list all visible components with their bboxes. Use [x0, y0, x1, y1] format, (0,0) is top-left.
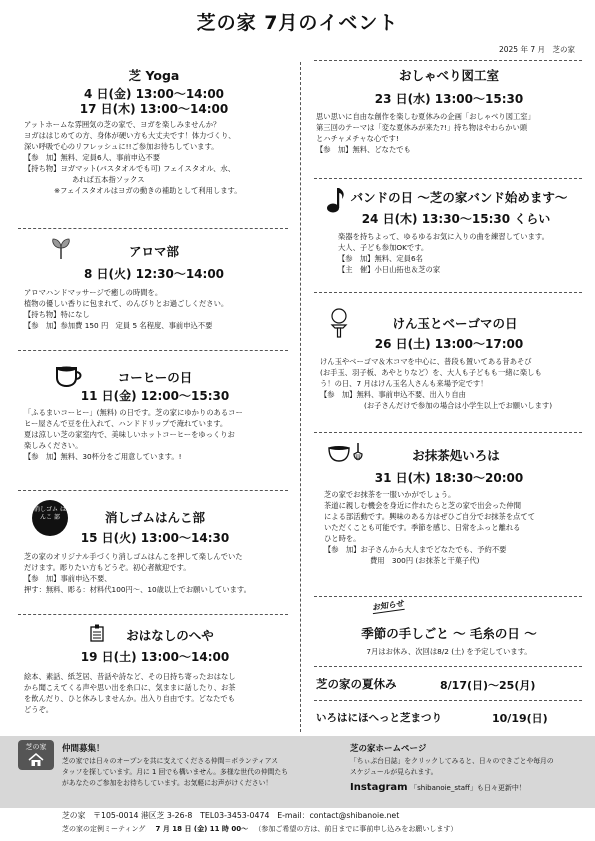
instagram-text: 「shibanoie_staff」も日々更新中！ — [410, 784, 526, 792]
talk-title: おしゃべり図工室 — [398, 68, 499, 83]
divider — [314, 60, 582, 61]
instagram-row — [350, 782, 526, 793]
meeting-prefix: 芝の家の定例ミーティング — [62, 825, 146, 833]
festival-label: いろはにほへっと芝まつり — [316, 712, 442, 724]
divider — [314, 292, 582, 293]
page-title: 芝の家 7月のイベント — [196, 12, 399, 34]
notice-label: お知らせ — [371, 598, 405, 613]
coffee-line: 【参 加】無料、30杯分をご用意しています。! — [24, 452, 182, 461]
aroma-line: アロマハンドマッサージで癒しの時間を。 — [24, 288, 163, 297]
talk-line: 【参 加】無料、どなたでも — [316, 145, 411, 154]
talk-line: 第三回のテーマは「変な夏休みが来た?!」持ち物はやわらかい頭 — [316, 123, 528, 132]
meeting-note: （参加ご希望の方は、前日までに事前申し込みをお願いします） — [254, 825, 458, 833]
aroma-line: 【参 加】参加費 150 円 定員 5 名程度、事前申込不要 — [24, 321, 213, 330]
yoga-line: ※フェイスタオルはヨガの動きの補助として利用します。 — [54, 186, 242, 195]
yoga-line: 【持ち物】ヨガマット(バスタオルでも可) フェイスタオル、水、 — [24, 164, 236, 173]
kendama-line: 【参 加】無料、事前申込不要、出入り自由 — [320, 390, 466, 399]
kendama-line: けん玉やベーゴマ＆木コマを中心に、普段も置いてある昔あそび — [320, 357, 532, 366]
volunteer-line: があなたのご参加をお待ちしています。お気軽にお声がけください！ — [62, 779, 273, 787]
yoga-line: あれば五本指ソックス — [72, 175, 145, 184]
summer-break-label: 芝の家の夏休み — [316, 677, 397, 691]
band-line: 楽器を持ちよって、ゆるゆるお気に入りの曲を練習しています。 — [338, 232, 549, 241]
kendama-section — [316, 314, 582, 411]
divider — [314, 432, 582, 433]
talk-time: 23 日(水) 13:00〜15:30 — [374, 92, 524, 106]
divider — [314, 700, 582, 701]
meeting-line — [62, 824, 587, 834]
yoga-section — [24, 66, 284, 196]
coffee-line: 夏は涼しい芝の家室内で、美味しいホットコーヒーをゆっくりお — [24, 430, 235, 439]
story-line: どうぞ。 — [24, 705, 54, 714]
summer-break-dates: 8/17(日)〜25(月) — [440, 679, 536, 692]
coffee-line: 楽しみください。 — [24, 441, 83, 450]
divider — [314, 178, 582, 179]
band-title: バンドの日 〜芝の家バンド始めます〜 — [350, 190, 568, 205]
house-badge-label: 芝の家 — [25, 743, 47, 751]
story-time: 19 日(土) 13:00〜14:00 — [80, 650, 230, 664]
kendama-time: 26 日(土) 13:00〜17:00 — [374, 337, 524, 351]
band-section — [316, 188, 582, 275]
matcha-title: お抹茶処いろは — [412, 448, 500, 463]
volunteer-line: タッフを探しています。月に 1 回でも構いません。多様な世代の仲間たち — [62, 768, 289, 776]
story-title: おはなしのへや — [126, 628, 214, 643]
yoga-line: 深い呼吸で心のリフレッシュに!!ご参加お待ちしています。 — [24, 142, 219, 151]
divider — [314, 596, 582, 597]
volunteer-line: 芝の家では日々のオープンを共に支えてくださる仲間＝ボランティアス — [62, 757, 279, 765]
date-line: 2025 年 7 月 芝の家 — [498, 45, 575, 54]
yoga-time-1: 4 日(金) 13:00〜14:00 — [83, 87, 225, 101]
eraser-line: 芝の家のオリジナル手づくり消しゴムはんこを押して楽しんでいた — [24, 552, 243, 561]
coffee-title: コーヒーの日 — [117, 370, 193, 385]
instagram-label[interactable]: Instagram — [350, 782, 408, 793]
talk-section — [316, 66, 582, 155]
festival-date: 10/19(日) — [492, 712, 548, 725]
divider — [314, 666, 582, 667]
volunteer-text — [62, 756, 312, 789]
aroma-section — [24, 242, 284, 331]
yoga-title: 芝 Yoga — [128, 68, 180, 83]
kendama-line: (お手玉、羽子板、あやとりなど）を、大人も子どもも一緒に楽しも — [320, 368, 542, 377]
talk-line: とハチャメチャな心です! — [316, 134, 399, 143]
yoga-line: アットホームな雰囲気の芝の家で、ヨガを楽しみませんか？ — [24, 120, 221, 129]
band-line: 大人、子ども参加OKです。 — [338, 243, 429, 252]
band-time: 24 日(木) 13:30〜15:30 くらい — [361, 212, 551, 226]
homepage-line: 「ちぃぷ台日誌」をクリックしてみると、日々のできごとや毎月の — [350, 757, 554, 765]
matcha-line: 【参 加】お子さんから大人までどなたでも、予約不要 — [324, 545, 507, 554]
matcha-time: 31 日(木) 18:30〜20:00 — [374, 471, 524, 485]
coffee-section — [24, 368, 286, 462]
eraser-line: 【参 加】事前申込不要、 — [24, 574, 112, 583]
matcha-section — [316, 446, 582, 566]
coffee-time: 11 日(金) 12:00〜15:30 — [80, 389, 230, 403]
yoga-line: ヨガははじめての方、身体が硬い方も大丈夫です！体力づくり、 — [24, 131, 236, 140]
yoga-line: 【参 加】無料、定員6人、事前申込不要 — [24, 153, 160, 162]
divider — [18, 614, 288, 615]
band-line: 【参 加】無料、定員6名 — [338, 254, 423, 263]
kendama-line: う！の日、7 月はけん玉名人さんも来場予定です！ — [320, 379, 488, 388]
talk-line: 思い思いに自由な創作を楽しむ夏休みの企画「おしゃべり図工室」 — [316, 112, 535, 121]
kendama-line: (お子さんだけで参加の場合は小学生以上でお願いします) — [364, 401, 553, 410]
matcha-line: 茶道に親しむ機会を身近に作れたらと芝の家で出会った仲間 — [324, 501, 522, 510]
house-badge — [18, 740, 54, 770]
matcha-line: いただくことも可能です。季節を感じ、日常をふっと離れる — [324, 523, 521, 532]
story-line: から聞こえてくる声や思い出を糸口に、気ままに話したり、お茶 — [24, 683, 236, 692]
story-line: を飲んだり、ひと休みしませんか。出入り自由です。どなたでも — [24, 694, 236, 703]
divider — [18, 228, 288, 229]
notice-line: 7月はお休み、次回は8/2 (土) を予定しています。 — [366, 647, 532, 656]
meeting-date: 7 月 18 日 (金) 11 時 00〜 — [155, 825, 249, 833]
story-section — [24, 626, 286, 715]
story-line: 絵本、素話、紙芝居、昔話や詩など、その日持ち寄ったおはなし — [24, 672, 236, 681]
matcha-line: による部活動です。興味のある方はぜひご自分でお抹茶を点てて — [324, 512, 536, 521]
volunteer-title: 仲間募集！ — [62, 744, 105, 754]
divider — [18, 490, 288, 491]
address-line: 芝の家 〒105-0014 港区芝 3-26-8 TEL03-3453-0474 E-mail：contact@shibanoie.net — [62, 811, 400, 820]
homepage-text — [350, 756, 590, 778]
homepage-line: スケジュールが見られます。 — [350, 768, 438, 776]
eraser-title: 消しゴムはんこ部 — [104, 510, 205, 525]
notice-title: 季節の手しごと 〜 毛糸の日 〜 — [361, 626, 537, 641]
matcha-line: ひと時を。 — [324, 534, 361, 543]
aroma-title: アロマ部 — [128, 244, 179, 259]
coffee-line: 「ふるまいコーヒー」(無料) の日です。芝の家にゆかりのあるコー — [24, 408, 243, 417]
aroma-line: 【持ち物】特になし — [24, 310, 90, 319]
homepage-title: 芝の家ホームページ — [350, 744, 427, 754]
eraser-section — [24, 508, 286, 595]
eraser-time: 15 日(火) 13:00〜14:30 — [80, 531, 230, 545]
eraser-stamp-badge-icon: 消しゴム はんこ 部 — [32, 500, 68, 536]
kendama-title: けん玉とベーゴマの日 — [392, 316, 518, 331]
eraser-line: 押す：無料、彫る：材料代100円〜、10歳以上でお願いしています。 — [24, 585, 251, 594]
coffee-line: ヒー屋さんで豆を仕入れて、ハンドドリップで淹れています。 — [24, 419, 228, 428]
band-line: 【主 催】小日山拓也＆芝の家 — [338, 265, 441, 274]
divider — [18, 350, 288, 351]
matcha-line: 芝の家でお抹茶を一服いかがでしょう。 — [324, 490, 456, 499]
aroma-line: 植物の優しい香りに包まれて、のんびりとお過ごしください。 — [24, 299, 229, 308]
column-divider — [300, 62, 301, 732]
matcha-line: 費用 300円 (お抹茶と干菓子代) — [370, 556, 480, 565]
eraser-line: だけます。彫りたい方もどうぞ。初心者歓迎です。 — [24, 563, 191, 572]
house-icon — [28, 753, 44, 767]
yoga-time-2: 17 日(木) 13:00〜14:00 — [79, 102, 229, 116]
aroma-time: 8 日(火) 12:30〜14:00 — [83, 267, 225, 281]
